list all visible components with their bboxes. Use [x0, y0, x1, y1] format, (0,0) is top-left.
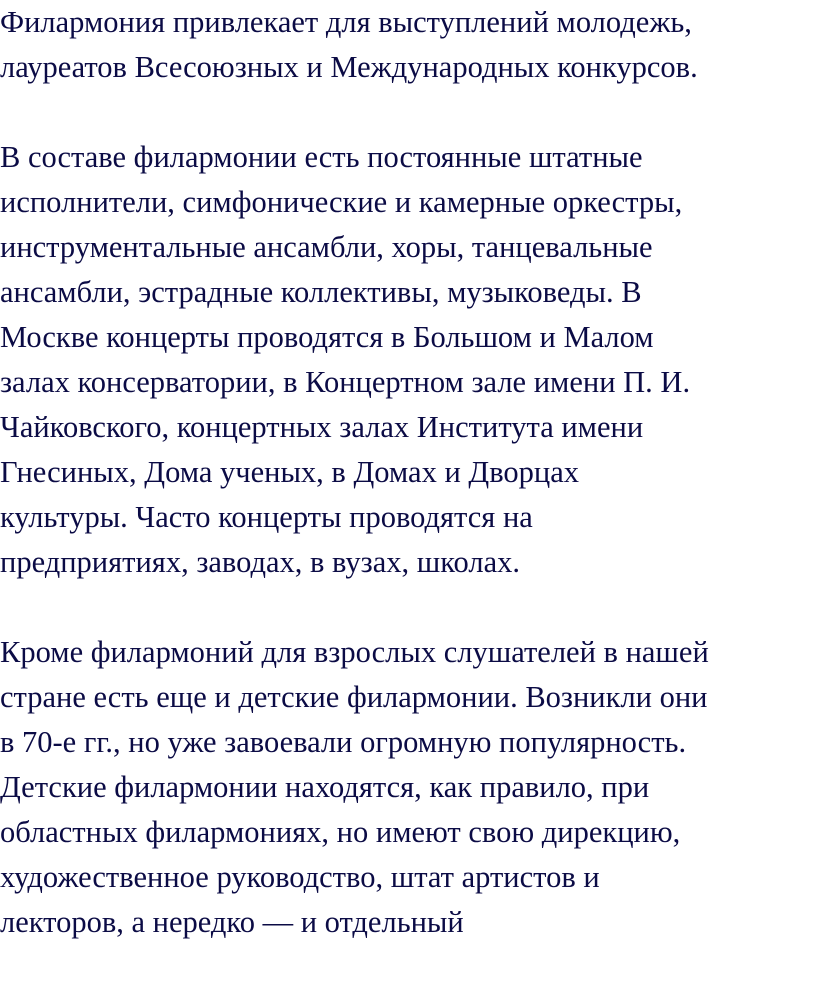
text-line: стране есть еще и детские филармонии. Возникли они	[0, 680, 708, 714]
text-line: ансамбли, эстрадные коллективы, музыковеды. В	[0, 275, 642, 309]
text-line: исполнители, симфонические и камерные оркестры,	[0, 185, 683, 219]
paragraph-1	[0, 0, 816, 90]
paragraph-2	[0, 135, 816, 585]
paragraph-3	[0, 630, 816, 945]
text-line: Детские филармонии находятся, как правило, при	[0, 770, 650, 804]
text-line: залах консерватории, в Концертном зале имени П. И.	[0, 365, 691, 399]
paragraph-gap	[0, 585, 816, 630]
text-line: Гнесиных, Дома ученых, в Домах и Дворцах	[0, 455, 579, 489]
text-line: лауреатов Всесоюзных и Международных конкурсов.	[0, 50, 698, 84]
text-line: Филармония привлекает для выступлений молодежь,	[0, 5, 692, 39]
text-line: областных филармониях, но имеют свою дирекцию,	[0, 815, 681, 849]
text-line: Кроме филармоний для взрослых слушателей в нашей	[0, 635, 709, 669]
text-line: культуры. Часто концерты проводятся на	[0, 500, 533, 534]
text-line: В составе филармонии есть постоянные штатные	[0, 140, 643, 174]
text-line: Москве концерты проводятся в Большом и Малом	[0, 320, 654, 354]
text-line: инструментальные ансамбли, хоры, танцевальные	[0, 230, 653, 264]
text-line: лекторов, а нередко — и отдельный	[0, 905, 464, 939]
paragraph-gap	[0, 90, 816, 135]
text-line: предприятиях, заводах, в вузах, школах.	[0, 545, 520, 579]
text-line: художественное руководство, штат артистов и	[0, 860, 600, 894]
text-line: Чайковского, концертных залах Института имени	[0, 410, 644, 444]
text-line: в 70-е гг., но уже завоевали огромную популярность.	[0, 725, 687, 759]
